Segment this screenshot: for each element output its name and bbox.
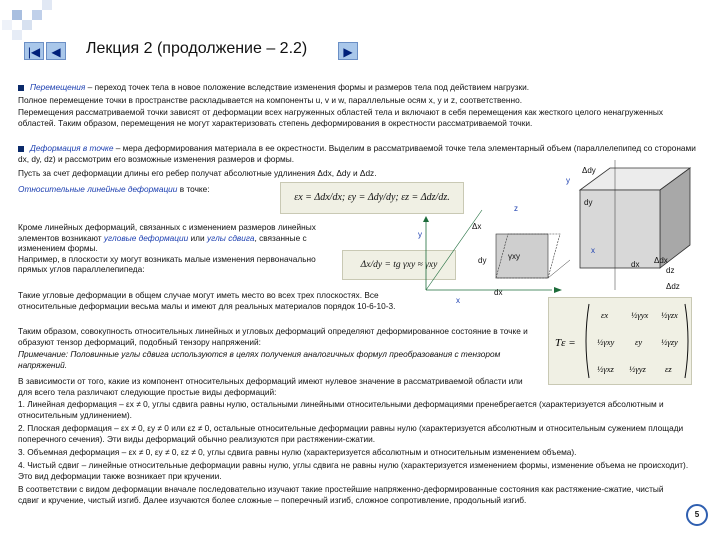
page-number-badge: 5 [686,504,708,526]
bullet-icon [18,85,24,91]
cube-label-ddx: Δdx [654,256,668,265]
paragraph-displacement-detail: Перемещения рассматриваемой точки зависят от деформации всех нагруженных областей тела и включают в себя перемещения как жесткого целого ненагруженных областей. Таким образом, перемещения не могут характеризовать степень деформирования в окрестности рассматриваемой точки. [18,107,663,128]
arrow-right-icon[interactable]: ▶ [338,42,358,60]
svg-text:½γzx: ½γzx [661,310,678,320]
list-item-volume: 3. Объемная деформация – εx ≠ 0, εy ≠ 0, εz ≠ 0, углы сдвига равны нулю (характеризуется абсолютным и относительным изменением объема). [18,447,577,457]
skip-back-icon[interactable]: |◀ [24,42,44,60]
paragraph-simple-deformations: В зависимости от того, какие из компонент относительных деформаций имеют нулевое значение в рассматриваемой области или для всего тела различают следующие простые виды деформаций: [18,376,523,397]
term-strain: Деформация в точке [30,143,114,153]
decor-square [12,10,22,20]
text: , связанные с изменением формы. [18,232,307,254]
text: Кроме линейных деформаций, связанных с изменением размеров линейных элементов возникают [18,222,316,243]
cube-label-y: y [566,176,570,185]
cube-label-ddz: Δdz [666,282,680,291]
shear-label-dy: dy [478,256,487,265]
element-cube-diagram [560,160,710,295]
svg-text:½γyz: ½γyz [629,364,646,374]
shear-label-z: z [514,204,518,213]
paragraph-tensor: Таким образом, совокупность относительных линейных и угловых деформаций определяют деформированное состояние в точке и образуют тензор деформаций, подобный тензору напряжений: [18,326,528,347]
bullet-icon [18,146,24,152]
cube-label-dz: dz [666,266,675,275]
cube-label-x: x [591,246,595,255]
text: в точке: [177,184,210,194]
text: Например, в плоскости xy могут возникать малые изменения первоначально прямых углов параллелепипеда: [18,253,316,275]
shear-label-dx-top: Δx [472,222,482,231]
svg-text:½γzy: ½γzy [661,337,678,347]
svg-text:εy: εy [635,337,643,347]
arrow-left-icon[interactable]: ◀ [46,42,66,60]
strain-tensor-matrix [548,297,692,385]
paragraph-note: Примечание: Половинные углы сдвига используются в целях получения аналогичных формул преобразования с тензором напряжений. [18,349,501,370]
term-displacement: Перемещения [30,82,86,92]
paragraph-angular [18,222,336,275]
list-item-pure-shear: 4. Чистый сдвиг – линейные относительные деформации равны нулю, углы сдвига не равны нулю (характеризуется изменением формы, изменение объема не происходит). Это вид деформации также возникает при кручении. [18,460,689,481]
svg-text:½γyx: ½γyx [631,310,649,320]
cube-label-dx: dx [631,260,640,269]
shear-label-gamma: γxy [508,252,520,261]
tensor-label: Tε = [555,337,576,349]
svg-text:εz: εz [665,364,672,374]
decor-square [12,30,22,40]
shear-label-x: x [456,296,460,305]
svg-text:εx: εx [601,310,609,320]
decor-square [32,10,42,20]
svg-text:½γxz: ½γxz [597,364,614,374]
tensor-svg [549,298,691,384]
formula-text: Δx/dy = tg γxy ≈ γxy [360,260,438,270]
decor-square [22,20,32,30]
paragraph-elongations: Пусть за счет деформации длины его ребер получат абсолютные удлинения Δdx, Δdy и Δdz. [18,168,377,178]
text: или [188,232,207,243]
list-item-linear: 1. Линейная деформация – εx ≠ 0, углы сдвига равны нулю, остальными линейными относительными деформациями пренебрегается (характеризуется абсолютным и относительным удлинением). [18,399,664,420]
paragraph-conclusion: В соответствии с видом деформации вначале последовательно изучают такие простейшие напряженно-деформированные состояния как растяжение-сжатие, чистый сдвиг и кручение, чистый изгиб. Далее изучаются более сложные – поперечный изгиб, сложное сопротивление, продольный изгиб. [18,484,664,505]
text: – мера деформирования материала в ее окрестности. Выделим в рассматриваемой точке тела элементарный объем (параллелепипед со сторонами dx, dy, dz) и рассмотрим его возможные изменения размеров и формы. [18,143,696,164]
term-angular: угловые деформации [103,232,189,243]
svg-text:½γxy: ½γxy [597,337,615,347]
shear-diagram [412,200,572,304]
page-title: Лекция 2 (продолжение – 2.2) [86,40,308,57]
term-shear-angles: углы сдвига [206,232,255,243]
shear-label-y: y [418,230,422,239]
term-relative-linear: Относительные линейные деформации [18,184,178,194]
decor-square [2,20,12,30]
cube-label-dy: dy [584,198,593,207]
formula-text: εx = Δdx/dx; εy = Δdy/dy; εz = Δdz/dz. [294,192,450,203]
decor-square [42,0,52,10]
paragraph-relative-linear [18,184,278,195]
text: – переход точек тела в новое положение вследствие изменения формы и размеров тела под действием нагрузки. [85,82,530,92]
paragraph-three-planes: Такие угловые деформации в общем случае могут иметь место во всех трех плоскостях. Все относительные деформации весьма малы и имеют для реальных материалов порядок 10-6-10-3. [18,290,396,311]
paragraph-components: Полное перемещение точки в пространстве раскладывается на компоненты u, v и w, параллельные осям x, y и z, соответственно. [18,95,523,105]
cube-label-ddy: Δdy [582,166,596,175]
list-item-plane: 2. Плоская деформация – εx ≠ 0, εy ≠ 0 или εz ≠ 0, остальные относительные деформации равны нулю (характеризуется абсолютным и относительным сужением площади поперечного сечения). Эти виды деформаций обычно реализуются при растяжении-сжатии. [18,423,684,444]
shear-label-dx-bottom: dx [494,288,503,297]
paragraph-displacement [18,82,698,93]
